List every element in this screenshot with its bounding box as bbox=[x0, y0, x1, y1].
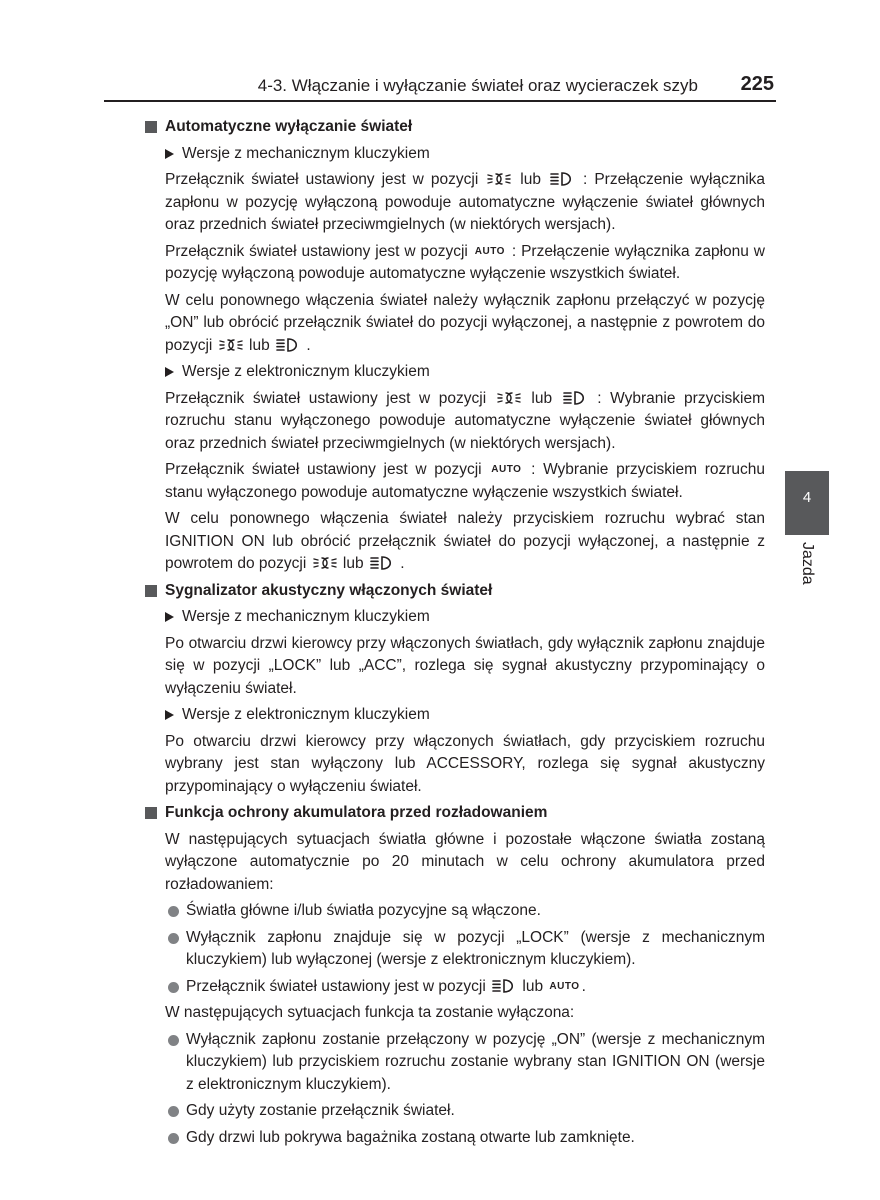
section-square-icon bbox=[145, 585, 157, 597]
paragraph: W następujących sytuacjach światła główne i pozostałe włączone światła zostaną wyłączone automatycznie po 20 minutach w celu ochrony akumulatora przed rozładowaniem: bbox=[165, 830, 765, 893]
header-rule bbox=[104, 100, 776, 102]
chapter-label: Jazda bbox=[799, 542, 816, 585]
subsection-mechanical-key: Wersje z mechanicznym kluczykiem bbox=[143, 606, 765, 629]
paragraph: Po otwarciu drzwi kierowcy przy włączonych światłach, gdy wyłącznik zapłonu znajduje się w pozycji „LOCK” lub „ACC”, rozlega się sygnał akustyczny przypominający o wyłączeniu świateł. bbox=[165, 634, 765, 697]
paragraph: Przełącznik świateł ustawiony jest w pozycji lub : Przełączenie wyłącznika zapłonu w pozycję wyłączoną powoduje automatyczne wyłączenie świateł głównych oraz przednich świateł przeciwmgielnych (w niektórych wersjach). bbox=[165, 171, 766, 233]
paragraph: Przełącznik świateł ustawiony jest w pozycji AUTO : Przełączenie wyłącznika zapłonu w pozycję wyłączoną powoduje automatyczne wyłączenie wszystkich świateł. bbox=[165, 242, 765, 282]
paragraph: W następujących sytuacjach funkcja ta zostanie wyłączona: bbox=[165, 1004, 575, 1021]
auto-icon: AUTO bbox=[491, 464, 522, 475]
auto-icon: AUTO bbox=[549, 980, 580, 992]
section-title-auto-off: Automatyczne wyłączanie świateł bbox=[143, 116, 765, 139]
bullet-dot-icon bbox=[168, 982, 179, 993]
list-item: Przełącznik świateł ustawiony jest w pozycji lub AUTO . bbox=[143, 976, 765, 999]
bullet-dot-icon bbox=[168, 906, 179, 917]
parking-lights-icon bbox=[487, 171, 511, 187]
triangle-bullet-icon bbox=[165, 149, 174, 159]
triangle-bullet-icon bbox=[165, 710, 174, 720]
headlights-icon bbox=[276, 337, 300, 353]
paragraph: W celu ponownego włączenia świateł należy wyłącznik zapłonu przełączyć w pozycję „ON” lub obrócić przełącznik świateł do pozycji wyłączonej, a następnie z powrotem do pozycji lub . bbox=[165, 291, 765, 354]
bullet-dot-icon bbox=[168, 933, 179, 944]
section-square-icon bbox=[145, 807, 157, 819]
parking-lights-icon bbox=[497, 390, 521, 406]
paragraph: Przełącznik świateł ustawiony jest w pozycji AUTO : Wybranie przyciskiem rozruchu stanu wyłączonego powoduje automatyczne wyłączenie wszystkich świateł. bbox=[165, 461, 765, 501]
headlights-icon bbox=[370, 555, 394, 571]
subsection-electronic-key: Wersje z elektronicznym kluczykiem bbox=[143, 361, 765, 384]
list-item: Gdy drzwi lub pokrywa bagażnika zostaną otwarte lub zamknięte. bbox=[143, 1127, 765, 1150]
auto-icon: AUTO bbox=[474, 245, 505, 257]
headlights-icon bbox=[563, 390, 587, 406]
paragraph: W celu ponownego włączenia świateł należy przyciskiem rozruchu wybrać stan IGNITION ON lub obrócić przełącznik świateł do pozycji wyłączonej, a następnie z powrotem do pozycji lub . bbox=[165, 510, 765, 572]
page-content bbox=[143, 116, 765, 1153]
page-number: 225 bbox=[740, 73, 774, 95]
paragraph: Po otwarciu drzwi kierowcy przy włączonych światłach, gdy przyciskiem rozruchu wybrany jest stan wyłączony lub ACCESSORY, rozlega się sygnał akustyczny przypominający o wyłączeniu świateł. bbox=[165, 732, 765, 795]
header-title: 4-3. Włączanie i wyłączanie świateł oraz wycieraczek szyb bbox=[257, 76, 698, 95]
bullet-dot-icon bbox=[168, 1133, 179, 1144]
bullet-dot-icon bbox=[168, 1106, 179, 1117]
list-item: Światła główne i/lub światła pozycyjne są włączone. bbox=[143, 900, 765, 923]
chapter-number: 4 bbox=[802, 489, 812, 506]
chapter-tab bbox=[785, 471, 829, 535]
triangle-bullet-icon bbox=[165, 612, 174, 622]
headlights-icon bbox=[492, 978, 516, 994]
parking-lights-icon bbox=[313, 555, 337, 571]
list-item: Gdy użyty zostanie przełącznik świateł. bbox=[143, 1100, 765, 1123]
bullet-dot-icon bbox=[168, 1035, 179, 1046]
section-title-battery-saver: Funkcja ochrony akumulatora przed rozładowaniem bbox=[143, 802, 765, 825]
list-item: Wyłącznik zapłonu zostanie przełączony w pozycję „ON” (wersje z mechanicznym kluczykiem) lub przyciskiem rozruchu zostanie wybrany stan IGNITION ON (wersje z elektronicznym kluczykiem). bbox=[143, 1029, 765, 1097]
headlights-icon bbox=[550, 171, 574, 187]
triangle-bullet-icon bbox=[165, 367, 174, 377]
subsection-electronic-key: Wersje z elektronicznym kluczykiem bbox=[143, 704, 765, 727]
section-title-reminder-buzzer: Sygnalizator akustyczny włączonych świateł bbox=[143, 580, 765, 603]
subsection-mechanical-key: Wersje z mechanicznym kluczykiem bbox=[143, 143, 765, 166]
paragraph: Przełącznik świateł ustawiony jest w pozycji lub : Wybranie przyciskiem rozruchu stanu wyłączonego powoduje automatyczne wyłączenie świateł głównych oraz przednich świateł przeciwmgielnych (w niektórych wersjach). bbox=[165, 389, 766, 452]
parking-lights-icon bbox=[219, 337, 243, 353]
section-square-icon bbox=[145, 121, 157, 133]
list-item: Wyłącznik zapłonu znajduje się w pozycji „LOCK” (wersje z mechanicznym kluczykiem) lub wyłączonej (wersje z elektronicznym kluczykiem). bbox=[143, 927, 765, 972]
